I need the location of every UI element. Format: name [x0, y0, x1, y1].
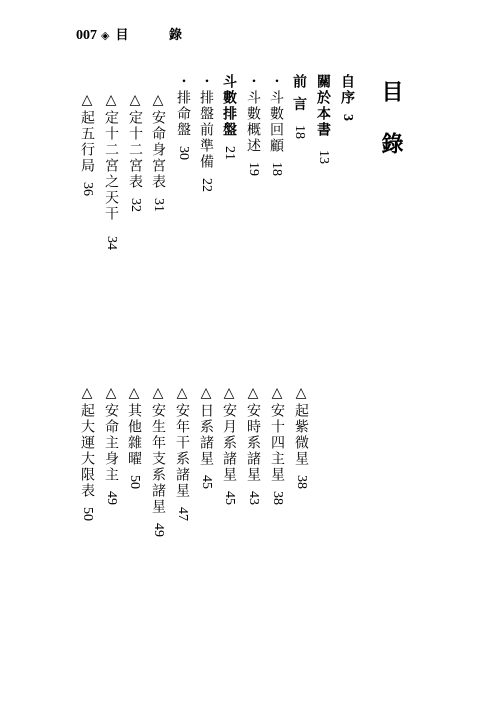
toc-entry-label: △其他雜曜 [126, 385, 142, 467]
toc-entry [242, 74, 264, 176]
toc-entry [171, 385, 193, 521]
toc-entry-page: 18 [292, 124, 307, 139]
toc-entry-page: 22 [199, 178, 214, 192]
toc-entry [100, 92, 122, 250]
toc-entry-page: 38 [270, 491, 285, 505]
toc-entry [290, 385, 312, 489]
toc-entry-page: 47 [175, 507, 190, 521]
toc-entry-label: ・斗數概述 [245, 74, 261, 154]
toc-entry [172, 74, 194, 160]
toc-entry-label: △定十二宮表 [127, 92, 143, 190]
toc-entry-page: 30 [176, 146, 191, 160]
toc-entry-page: 3 [340, 114, 355, 121]
toc-entry [218, 385, 240, 505]
toc-entry [218, 74, 240, 160]
toc-entry [265, 74, 287, 176]
toc-entry [242, 385, 264, 505]
toc-entry-label: △安生年支系諸星 [150, 385, 166, 515]
toc-entry-label: △起紫微星 [293, 385, 309, 467]
toc-entry [123, 385, 145, 489]
toc-entry-label: 關於本書 [315, 74, 331, 138]
toc-entry-page: 45 [199, 475, 214, 489]
toc-entry-label: 自序 [339, 74, 355, 106]
toc-entry-label: ・排盤前準備 [198, 74, 214, 170]
toc-title: 目錄 [378, 80, 404, 184]
toc-entry-page: 49 [104, 491, 119, 505]
toc-entry-page: 49 [151, 523, 166, 537]
toc-entry-label: △安月系諸星 [221, 385, 237, 483]
toc-entry-label: ・排命盤 [175, 74, 191, 138]
toc-entry [195, 74, 217, 192]
toc-entry-page: 19 [246, 162, 261, 176]
toc-entry-page: 32 [128, 198, 143, 212]
toc-entry-label: △安命身宮表 [150, 92, 166, 190]
toc-entry-label: △日系諸星 [198, 385, 214, 467]
toc-entry-label: 斗數排盤 [221, 74, 237, 138]
toc-entry-label: △安年干系諸星 [174, 385, 190, 499]
page-number: 007 [76, 28, 97, 43]
toc-entry-page: 45 [222, 491, 237, 505]
toc-entry-page: 13 [316, 150, 331, 164]
toc-entry-label: △起五行局 [79, 92, 95, 174]
toc-entry-page: 50 [80, 507, 95, 521]
toc-entry-label: 前 言 [291, 74, 307, 113]
toc-entry-label: △起大運大限表 [79, 385, 95, 499]
toc-entry [266, 385, 288, 505]
toc-entry-label: △安命主身主 [103, 385, 119, 483]
toc-entry-page: 50 [127, 475, 142, 489]
toc-entry-page: 34 [104, 236, 119, 250]
toc-entry-page: 31 [151, 198, 166, 212]
toc-entry [288, 74, 310, 139]
ornament-icon: ◈ [101, 29, 110, 42]
toc-entry-page: 36 [80, 182, 95, 196]
toc-entry-label: △安十四主星 [269, 385, 285, 483]
toc-entry [312, 74, 334, 164]
toc-entry-page: 43 [246, 491, 261, 505]
toc-entry [124, 92, 146, 212]
running-header [76, 24, 200, 44]
toc-entry [147, 385, 169, 537]
toc-entry [76, 92, 98, 196]
toc-entry [76, 385, 98, 521]
toc-entry-label: △安時系諸星 [245, 385, 261, 483]
toc-entry-page: 38 [294, 475, 309, 489]
header-title: 目 錄 [115, 28, 200, 43]
toc-entry-page: 18 [269, 162, 284, 176]
toc-entry-label: △定十二宮之天干 [103, 92, 119, 222]
toc-entry [147, 92, 169, 212]
toc-entry [100, 385, 122, 505]
toc-entry [336, 74, 358, 121]
toc-entry-label: ・斗數回顧 [268, 74, 284, 154]
toc-entry-page: 21 [222, 146, 237, 160]
toc-entry [195, 385, 217, 489]
